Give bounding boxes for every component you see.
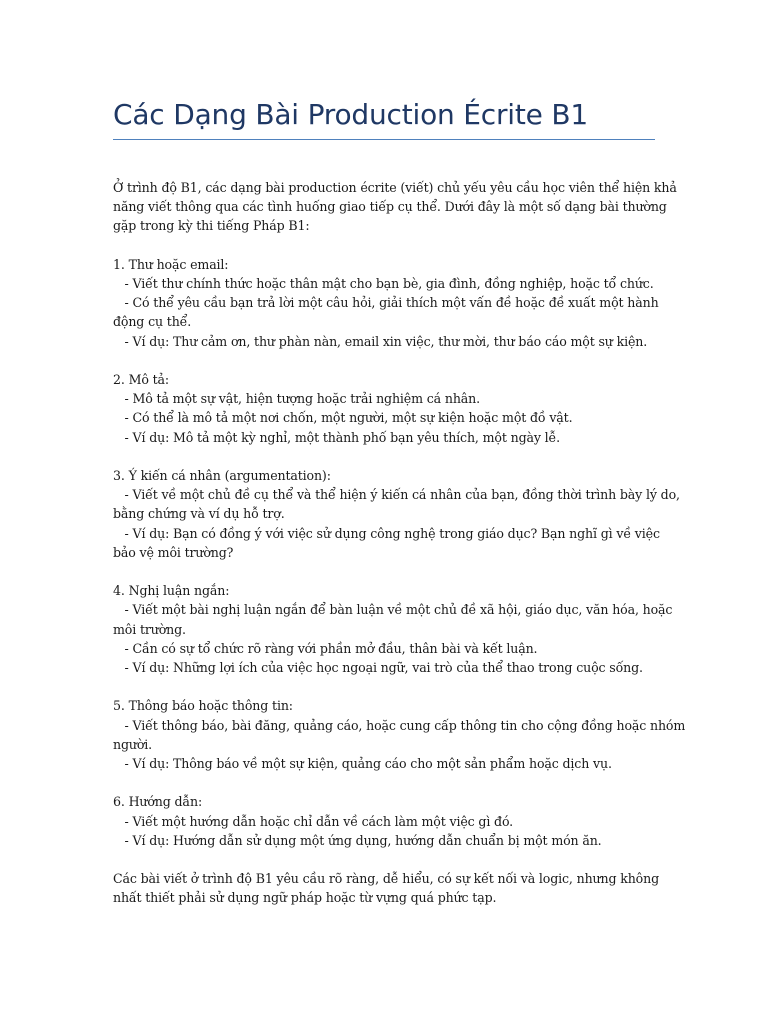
conclusion-line: Các bài viết ở trình độ B1 yêu cầu rõ ràng, dễ hiểu, có sự kết nối và logic, nhưng không [113,871,659,887]
section-line: bảo vệ môi trường? [113,544,234,560]
section-line: - Ví dụ: Thư cảm ơn, thư phàn nàn, email xin việc, thư mời, thư báo cáo một sự kiện. [113,333,648,349]
section-line: người. [113,736,152,752]
section-heading: 6. Hướng dẫn: [113,794,203,810]
section-line: - Có thể là mô tả một nơi chốn, một người, một sự kiện hoặc một đồ vật. [113,410,573,426]
section-line: - Ví dụ: Bạn có đồng ý với việc sử dụng công nghệ trong giáo dục? Bạn nghĩ gì về việc [113,525,660,541]
intro-line: Ở trình độ B1, các dạng bài production écrite (viết) chủ yếu yêu cầu học viên thể hiện khả [113,180,677,195]
section-heading: 4. Nghị luận ngắn: [113,583,230,599]
section-line: bằng chứng và ví dụ hỗ trợ. [113,506,285,522]
section-announcement [113,696,686,773]
section-line: - Viết thông báo, bài đăng, quảng cáo, hoặc cung cấp thông tin cho cộng đồng hoặc nhóm [113,717,686,733]
section-line: động cụ thể. [113,314,192,330]
title-underline-rule [113,139,655,140]
section-line: - Cần có sự tổ chức rõ ràng với phần mở đầu, thân bài và kết luận. [113,640,538,656]
section-essay [113,581,673,677]
section-line: môi trường. [113,621,186,637]
section-heading: 3. Ý kiến cá nhân (argumentation): [113,468,331,483]
section-line: - Mô tả một sự vật, hiện tượng hoặc trải nghiệm cá nhân. [113,391,480,407]
section-letter [113,255,658,351]
conclusion-line: nhất thiết phải sử dụng ngữ pháp hoặc từ vựng quá phức tạp. [113,890,497,906]
conclusion-paragraph [113,869,658,907]
section-line: - Viết một bài nghị luận ngắn để bàn luận về một chủ đề xã hội, giáo dục, văn hóa, hoặc [113,602,673,618]
section-line: - Có thể yêu cầu bạn trả lời một câu hỏi, giải thích một vấn đề hoặc đề xuất một hành [113,295,659,311]
section-instructions [113,792,658,850]
section-heading: 1. Thư hoặc email: [113,256,229,272]
section-description [113,370,658,447]
section-line: - Viết một hướng dẫn hoặc chỉ dẫn về cách làm một việc gì đó. [113,813,514,829]
section-heading: 2. Mô tả: [113,372,169,387]
section-line: - Ví dụ: Thông báo về một sự kiện, quảng cáo cho một sản phẩm hoặc dịch vụ. [113,756,612,772]
section-line: - Viết thư chính thức hoặc thân mật cho bạn bè, gia đình, đồng nghiệp, hoặc tổ chức. [113,276,654,291]
document-title: Các Dạng Bài Production Écrite B1 [113,98,588,131]
section-opinion [113,466,680,562]
document-body [113,178,686,927]
section-line: - Viết về một chủ đề cụ thể và thể hiện ý kiến cá nhân của bạn, đồng thời trình bày lý do, [113,487,680,503]
section-line: - Ví dụ: Mô tả một kỳ nghỉ, một thành phố bạn yêu thích, một ngày lễ. [113,429,560,445]
section-line: - Ví dụ: Hướng dẫn sử dụng một ứng dụng, hướng dẫn chuẩn bị một món ăn. [113,832,602,848]
intro-line: năng viết thông qua các tình huống giao tiếp cụ thể. Dưới đây là một số dạng bài thường [113,199,667,215]
intro-paragraph [113,178,677,236]
intro-line: gặp trong kỳ thi tiếng Pháp B1: [113,218,310,234]
section-heading: 5. Thông báo hoặc thông tin: [113,698,293,714]
section-line: - Ví dụ: Những lợi ích của việc học ngoại ngữ, vai trò của thể thao trong cuộc sống. [113,660,643,676]
